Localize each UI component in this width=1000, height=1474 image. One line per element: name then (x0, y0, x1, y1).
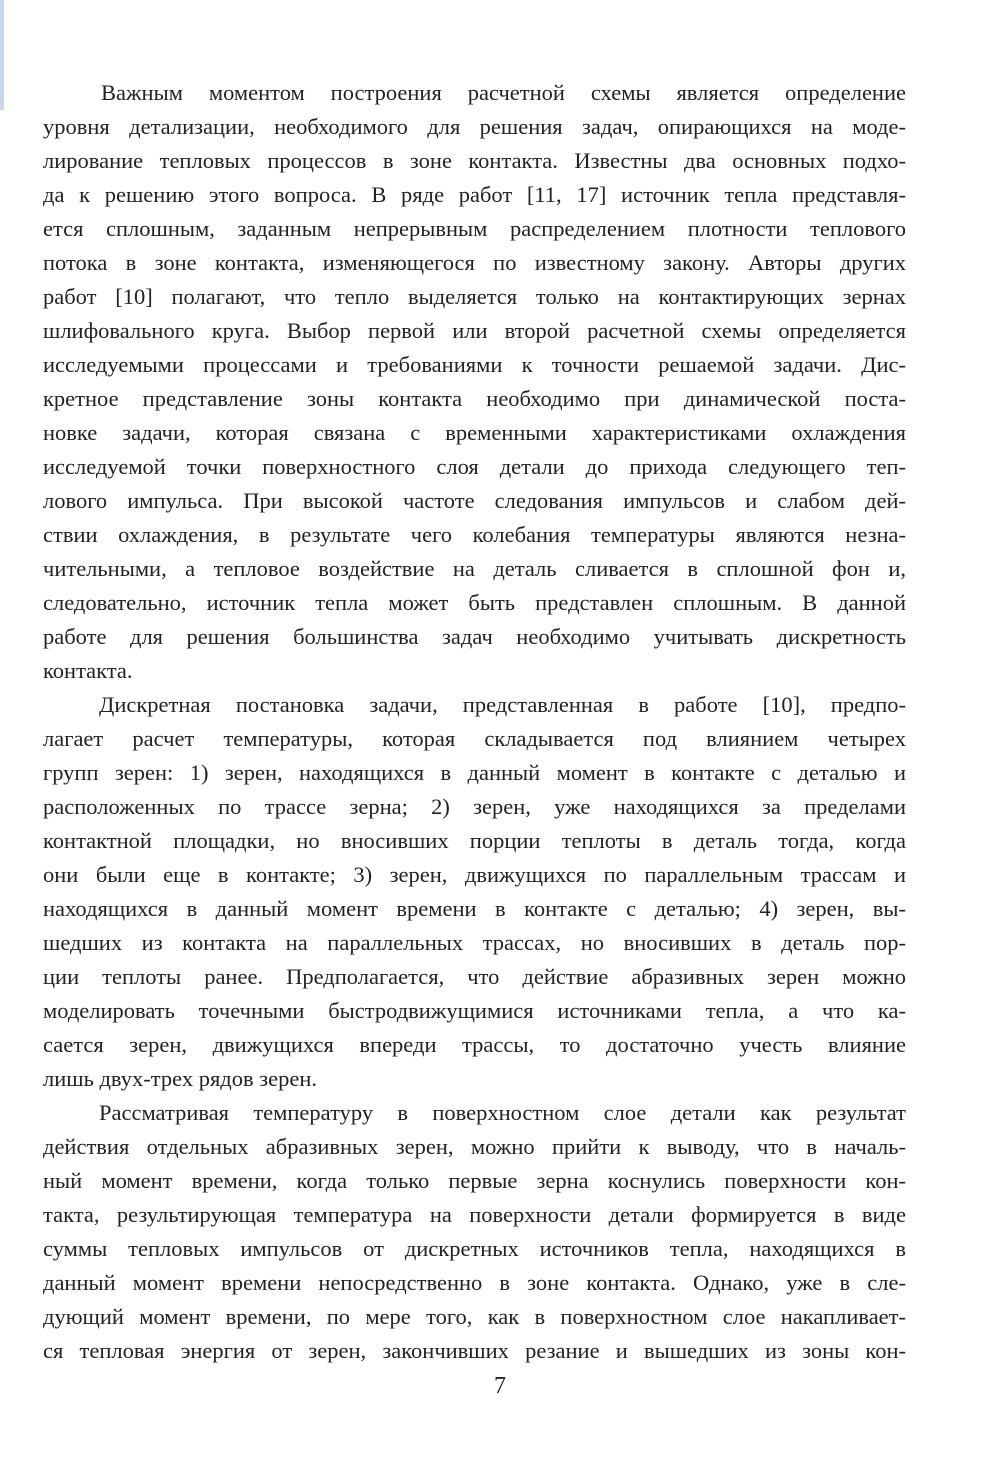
text-line: шедших из контакта на параллельных трассах, но вносивших в деталь пор- (43, 930, 906, 955)
text-line: ся тепловая энергия от зерен, закончивших резание и вышедших из зоны кон- (43, 1338, 906, 1363)
text-line: суммы тепловых импульсов от дискретных источников тепла, находящихся в (43, 1236, 906, 1261)
text-line: лового импульса. При высокой частоте следования импульсов и слабом дей- (43, 488, 906, 513)
text-line: моделировать точечными быстродвижущимися источниками тепла, а что ка- (43, 998, 906, 1023)
text-line: уровня детализации, необходимого для решения задач, опирающихся на моде- (43, 114, 906, 139)
scan-edge (0, 0, 4, 110)
text-line: такта, результирующая температура на поверхности детали формируется в виде (43, 1202, 906, 1227)
text-line: контакта. (43, 658, 133, 683)
text-line: потока в зоне контакта, изменяющегося по известному закону. Авторы других (43, 250, 906, 275)
text-line: они были еще в контакте; 3) зерен, движущихся по параллельным трассам и (43, 862, 906, 887)
text-line: работ [10] полагают, что тепло выделяется только на контактирующих зернах (43, 284, 906, 309)
text-line: лагает расчет температуры, которая складывается под влиянием четырех (43, 726, 906, 751)
text-line: кретное представление зоны контакта необходимо при динамической поста- (43, 386, 906, 411)
text-line: работе для решения большинства задач необходимо учитывать дискретность (43, 624, 906, 649)
text-line: исследуемыми процессами и требованиями к точности решаемой задачи. Дис- (43, 352, 906, 377)
text-line: новке задачи, которая связана с временными характеристиками охлаждения (43, 420, 906, 445)
text-line: лирование тепловых процессов в зоне контакта. Известны два основных подхо- (43, 148, 906, 173)
text-line: исследуемой точки поверхностного слоя детали до прихода следующего теп- (43, 454, 906, 479)
text-line: ный момент времени, когда только первые зерна коснулись поверхности кон- (43, 1168, 906, 1193)
text-line: данный момент времени непосредственно в зоне контакта. Однако, уже в сле- (43, 1270, 906, 1295)
text-line: Рассматривая температуру в поверхностном слое детали как результат (99, 1100, 906, 1125)
text-line: действия отдельных абразивных зерен, можно прийти к выводу, что в началь- (43, 1134, 906, 1159)
text-line: дующий момент времени, по мере того, как в поверхностном слое накапливает- (43, 1304, 906, 1329)
text-line: сается зерен, движущихся впереди трассы, то достаточно учесть влияние (43, 1032, 906, 1057)
text-line: Дискретная постановка задачи, представленная в работе [10], предпо- (99, 692, 906, 717)
text-line: лишь двух-трех рядов зерен. (43, 1066, 318, 1091)
text-line: контактной площадки, но вносивших порции теплоты в деталь тогда, когда (43, 828, 906, 853)
text-line: да к решению этого вопроса. В ряде работ [11, 17] источник тепла представля- (43, 182, 906, 207)
page-number: 7 (494, 1373, 506, 1399)
text-line: расположенных по трассе зерна; 2) зерен, уже находящихся за пределами (43, 794, 906, 819)
text-line: групп зерен: 1) зерен, находящихся в данный момент в контакте с деталью и (43, 760, 906, 785)
text-line: находящихся в данный момент времени в контакте с деталью; 4) зерен, вы- (43, 896, 906, 921)
body-text (43, 76, 906, 1368)
text-line: ции теплоты ранее. Предполагается, что действие абразивных зерен можно (43, 964, 906, 989)
text-line: чительными, а тепловое воздействие на деталь сливается в сплошной фон и, (43, 556, 906, 581)
text-line: Важным моментом построения расчетной схемы является определение (101, 80, 906, 105)
text-line: ствии охлаждения, в результате чего колебания температуры являются незна- (43, 522, 906, 547)
text-line: следовательно, источник тепла может быть представлен сплошным. В данной (43, 590, 906, 615)
text-line: ется сплошным, заданным непрерывным распределением плотности теплового (43, 216, 906, 241)
text-line: шлифовального круга. Выбор первой или второй расчетной схемы определяется (43, 318, 906, 343)
